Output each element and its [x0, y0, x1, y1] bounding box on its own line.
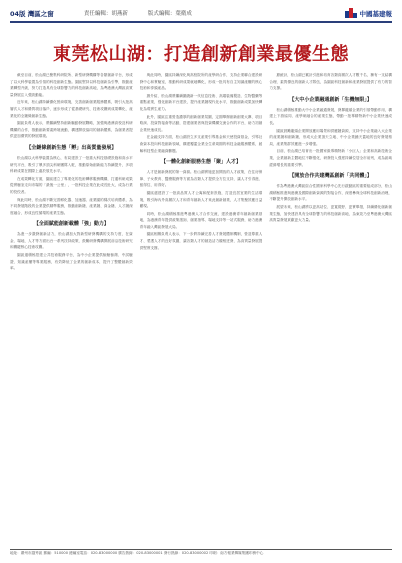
page-header: [10, 6, 392, 20]
section-subheading: 【全鏈條創新生態「孵」出高質量發展】: [26, 144, 117, 151]
article-column-1: [10, 72, 133, 544]
section-label: 04版 灣區之窗: [10, 9, 54, 18]
paragraph: 此外，園區注重營造濃厚的創新創業氛圍，定期舉辦創新創業大賽、項目路演、投資對接會等活動，搭建創業者與投資機構交流合作的平台，助力初創企業快速成長。: [139, 114, 263, 132]
paragraph: 在成果轉化方面，園區建立了專業化的技術轉移服務機構，打通科研成果從實驗室走向市場的「最後一公里」，一批科技企業在此成長壯大，成為行業的佼佼者。: [10, 176, 133, 194]
paragraph: 園區鼓勵龍頭企業開放應用場景和供應鏈資源，支持中小企業融入大企業的產業鏈和創新鏈，形成大企業頂天立地、中小企業鋪天蓋地的良好發展格局，產業集群效應進一步增強。: [269, 128, 393, 146]
article-headline: 東莞松山湖：打造創新創業最優生態: [53, 44, 349, 65]
paragraph: 與此同時，松山湖不斷完善孵化器、加速器、產業園的梯次培育體系，為不同發展階段的企業提供精準服務，推動創新鏈、產業鏈、資金鏈、人才鏈深度融合，形成良性循環的產業生態。: [10, 197, 133, 215]
section-subheading: 【一體化創新服務生態「聚」人才】: [161, 159, 242, 166]
article-column-2: [140, 72, 263, 544]
section-subheading: 【全面賦能創新載體「強」動力】: [33, 221, 109, 228]
paragraph: 據統計，松山湖已累計引進和培育各類高層次人才數千名，擁有一支結構合理、素質優良的創新人才隊伍，為園區科技創新和產業發展提供了有力的智力支撐。: [269, 73, 393, 91]
paragraph: 目前，松山湖已培育出一批國家級專精特新「小巨人」企業和高新技術企業，企業創新主體地位不斷強化，研發投入強度持續位居全市前列，成為區域經濟增長的重要引擎。: [269, 149, 393, 167]
designer-credit: 版式編輯：葉衛成: [147, 11, 192, 17]
paragraph: 人才是創新發展的第一資源。松山湖實施更加開放的人才政策，在住房保障、子女教育、醫療服務等方面為各類人才提供全方位支持，讓人才引得進、留得住、用得好。: [139, 170, 263, 188]
paragraph: 園區負責人表示，將繼續堅持創新驅動發展戰略，加強與港澳高校及科研機構的合作，推動創新要素跨境流動，構建開放協同的創新體系，為創業者提供更加優質的發展環境。: [10, 121, 133, 139]
paragraph: 展望未來，松山湖將以更高站位、更寬視野、更實舉措，持續優化創新創業生態，加快建設具有全球影響力的科技創新高地，為東莞乃至粵港澳大灣區高質量發展貢獻更大力量。: [269, 204, 393, 223]
footer-rule: [10, 549, 392, 550]
section-subheading: 【大中小企業融通創新「生機無限」】: [289, 96, 372, 103]
paragraph: 同時，松山湖積極推進粵港澳人才合作交流，建設港澳青年創新創業基地，為港澳青年提供政策諮詢、創業指導、場地支持等一站式服務，助力港澳青年融入灣區發展大局。: [139, 211, 263, 229]
paragraph: 為進一步激發創新活力，松山湖加大對新型研發機構的支持力度，在資金、場地、人才等方面出台一系列扶持政策，鼓勵研發機構開展前沿技術研究和關鍵核心技術攻關。: [10, 232, 133, 250]
paragraph: 園區還建設了一批高品質人才公寓和配套設施，打造宜居宜業的生活環境，吸引海內外高層次人才和青年創新人才來此創新創業，人才集聚效應日益顯現。: [139, 190, 263, 209]
paragraph: 園區還積極搭建公共技術服務平台，為中小企業提供檢驗檢測、中試驗證、知識產權等專業服務，有效降低了企業的創新成本，提升了整體創新效率。: [10, 253, 133, 271]
paragraph: 與此同時，園區持續深化與高校院所的產學研合作，支持企業聯合建設研發中心和實驗室，推動科研成果就地轉化，形成一批具有自主知識產權的核心技術和拳頭產品。: [139, 73, 263, 91]
section-subheading: 【開放合作共建灣區創新「共同體」】: [289, 173, 372, 180]
editor-credit: 責任編輯：胡燕新: [83, 11, 128, 17]
paragraph: 松山湖積極推動大中小企業融通發展，發揮龍頭企業的引領帶動作用，構建上下游協同、產學研融合的產業生態，帶動一批專精特新中小企業快速成長。: [269, 107, 393, 125]
masthead-logo: [345, 8, 393, 18]
logo-mark-icon: [345, 8, 357, 18]
paragraph: 松山湖以大科學裝置為核心，布局建設了一批重大科技基礎設施和高水平研究平台，吸引了眾多頂尖科研團隊入駐，推動原始創新能力持續提升，多項科研成果在國際上處於領先水平。: [10, 155, 133, 174]
paragraph: 在金融支持方面，松山湖設立多支產業引導基金和天使投資基金，引導社會資本投向科技創新領域，構建覆蓋企業全生命周期的科技金融服務體系，緩解科技型企業融資難題。: [139, 135, 263, 153]
article-body: [10, 72, 392, 544]
paragraph: 近年來，松山湖持續優化營商環境，完善創新創業服務體系，吸引大批高層次人才和優質項目落戶，逐步形成了從基礎研究、技術攻關到成果轉化、產業化的全鏈條創新生態。: [10, 100, 133, 118]
paragraph: 園區相關負責人表示，下一步將持續完善人才發展體制機制，營造尊重人才、愛護人才的良好氛圍，讓各類人才的創造活力競相迸發，為高質量發展提供堅實支撐。: [139, 232, 263, 250]
paragraph: 截至目前，松山湖已聚集科研院所、新型研發機構等各類創新平台，形成了以大科學裝置為引領的科技創新生態。園區堅持以科技創新為引擎，推動產業轉型升級，努力打造具有全球影響力的科技創新高地，為粵港澳大灣區高質量發展注入強勁動能。: [10, 73, 133, 97]
page-footer: 地址：廣州市越秀區 郵編：510000 總編室電話：020-83000000 廣告熱線：020-83000001 發行熱線：020-83000002 印刷：南方報業傳媒集團印務中心: [10, 551, 264, 555]
header-rule: [10, 21, 392, 23]
article-column-3: [269, 72, 392, 544]
paragraph: 作為粵港澳大灣區綜合性國家科學中心先行啟動區的重要組成部分，松山湖積極推進與港澳及國際創新資源的對接合作，深度參與全球科技創新治理，不斷提升開放創新水平。: [269, 184, 393, 202]
logo-text: 中國基建報: [359, 9, 392, 18]
paragraph: 據介紹，松山湖將繼續圍繞新一代信息技術、高端裝備製造、生物醫藥等重點產業，強化創新平台建設，提升產業鏈現代化水平，推動創新成果加快轉化為現實生產力。: [139, 93, 263, 111]
